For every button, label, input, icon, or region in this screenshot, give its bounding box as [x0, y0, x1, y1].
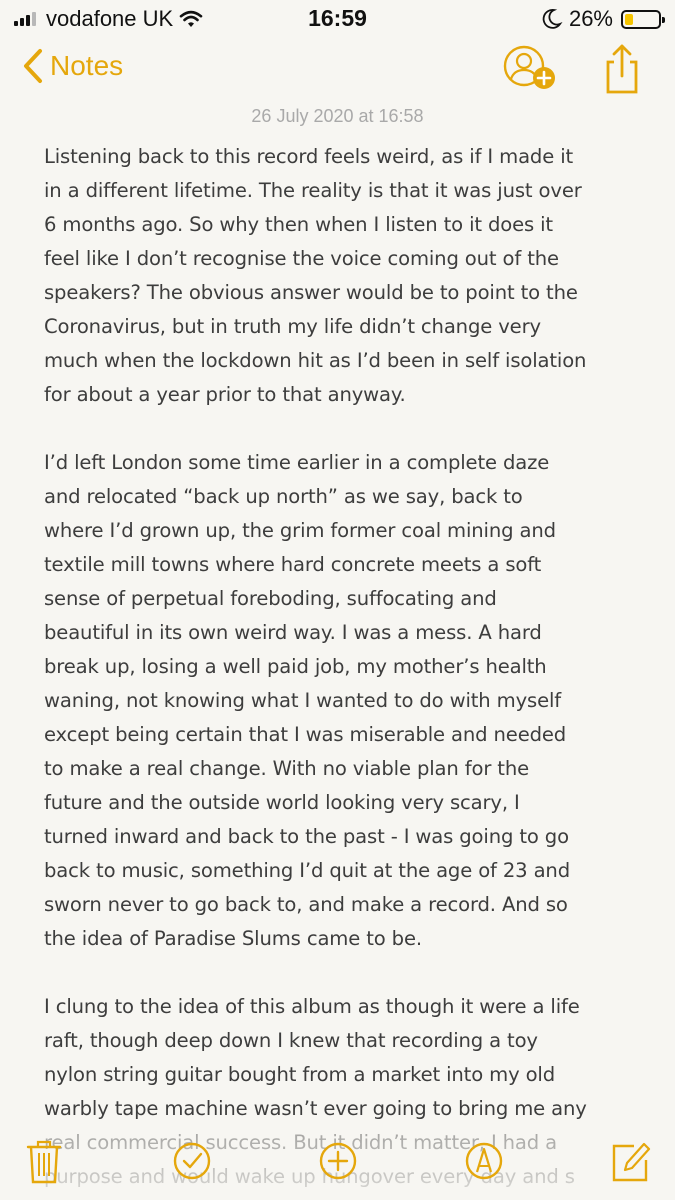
markup-button[interactable]: [462, 1138, 506, 1184]
back-button-label: Notes: [50, 50, 124, 81]
note-line: future and the outside world looking very scary, I: [44, 791, 520, 814]
note-line: I’d left London some time earlier in a complete daze: [44, 451, 550, 474]
checklist-icon: [170, 1138, 214, 1184]
delete-button[interactable]: [22, 1138, 66, 1184]
note-line: turned inward and back to the past - I was going to go: [44, 825, 569, 848]
status-bar: [0, 0, 675, 36]
note-line: 6 months ago. So why then when I listen to it does it: [44, 213, 553, 236]
note-line: beautiful in its own weird way. I was a mess. A hard: [44, 621, 542, 644]
note-line: the idea of Paradise Slums came to be.: [44, 927, 422, 950]
add-button[interactable]: [316, 1138, 360, 1184]
note-line: in a different lifetime. The reality is that it was just over: [44, 179, 582, 202]
note-line: for about a year prior to that anyway.: [44, 383, 406, 406]
battery-level-fill: [625, 14, 633, 25]
share-button[interactable]: [600, 40, 644, 96]
compose-button[interactable]: [608, 1138, 652, 1184]
note-line: except being certain that I was miserable and needed: [44, 723, 567, 746]
note-paragraph: [44, 140, 644, 412]
note-paragraph: [44, 446, 644, 956]
add-icon: [316, 1138, 360, 1184]
note-line: nylon string guitar bought from a market into my old: [44, 1063, 556, 1086]
note-line: sworn never to go back to, and make a record. And so: [44, 893, 568, 916]
add-person-icon: [500, 42, 562, 94]
note-line: back to music, something I’d quit at the age of 23 and: [44, 859, 570, 882]
carrier-name: vodafone UK: [46, 6, 174, 31]
note-line: and relocated “back up north” as we say, back to: [44, 485, 523, 508]
note-line: raft, though deep down I knew that recording a toy: [44, 1029, 538, 1052]
note-line: feel like I don’t recognise the voice coming out of the: [44, 247, 559, 270]
share-icon: [600, 40, 644, 96]
status-time: 16:59: [308, 5, 367, 31]
note-line: I clung to the idea of this album as though it were a life: [44, 995, 580, 1018]
note-line: break up, losing a well paid job, my mother’s health: [44, 655, 547, 678]
note-line: Listening back to this record feels weird, as if I made it: [44, 145, 574, 168]
note-line: Coronavirus, but in truth my life didn’t change very: [44, 315, 541, 338]
back-button[interactable]: [22, 48, 123, 84]
chevron-left-icon: [22, 48, 44, 84]
add-people-button[interactable]: [500, 42, 562, 94]
note-line: textile mill towns where hard concrete meets a soft: [44, 553, 542, 576]
markup-pen-icon: [462, 1138, 506, 1184]
note-timestamp: 26 July 2020 at 16:58: [251, 106, 424, 126]
note-line: to make a real change. With no viable plan for the: [44, 757, 530, 780]
do-not-disturb-moon-icon: [543, 9, 561, 29]
note-body[interactable]: [44, 140, 644, 1160]
note-line: warbly tape machine wasn’t ever going to bring me any: [44, 1097, 587, 1120]
note-line: waning, not knowing what I wanted to do with myself: [44, 689, 562, 712]
note-line: speakers? The obvious answer would be to point to the: [44, 281, 578, 304]
bottom-toolbar: [0, 1128, 675, 1200]
compose-icon: [608, 1138, 652, 1184]
status-right: [543, 6, 661, 32]
note-line: much when the lockdown hit as I’d been in self isolation: [44, 349, 587, 372]
navigation-bar: [0, 36, 675, 102]
note-line: where I’d grown up, the grim former coal mining and: [44, 519, 556, 542]
trash-icon: [22, 1138, 66, 1184]
battery-icon: [621, 10, 661, 29]
checklist-button[interactable]: [170, 1138, 214, 1184]
note-line: sense of perpetual foreboding, suffocating and: [44, 587, 497, 610]
battery-percent: 26%: [568, 6, 613, 31]
